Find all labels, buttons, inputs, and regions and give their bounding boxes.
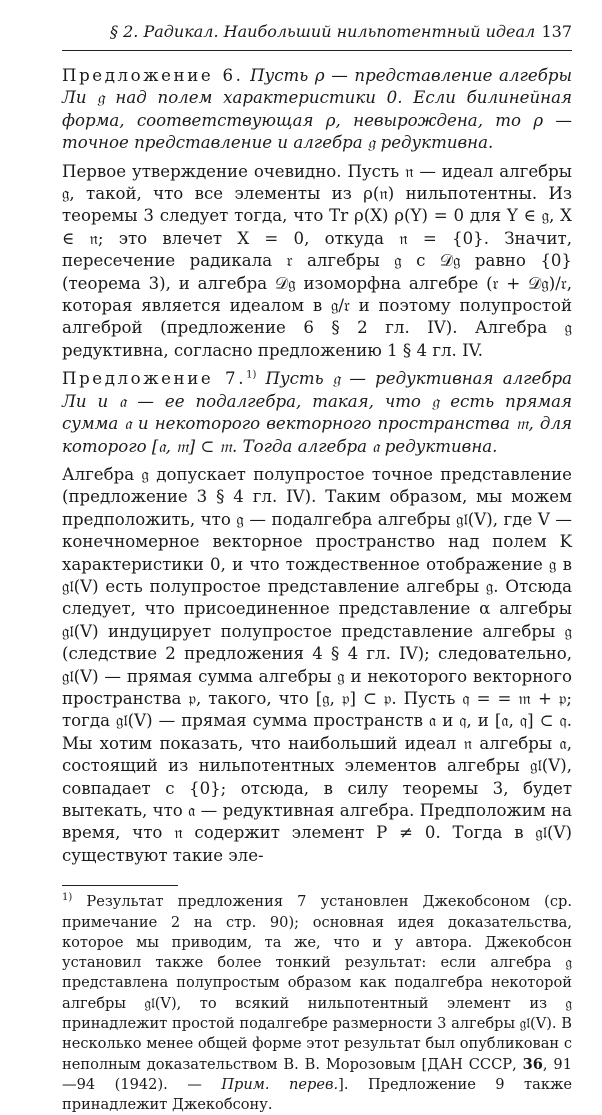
running-header <box>62 22 572 51</box>
book-page <box>62 22 572 1115</box>
footnote <box>62 892 572 1115</box>
footnote-part3: ]. Предложение 9 также принадлежит Джекобсону. <box>62 1075 573 1114</box>
footnote-ref: 1) <box>246 369 257 381</box>
translator-note: Прим. перев. <box>221 1075 339 1093</box>
footnote-rule <box>62 885 178 886</box>
proof-6: Первое утверждение очевидно. Пусть 𝔫 — идеал алгебры 𝔤, такой, что все элементы из ρ(𝔫) нильпотентны. Из теоремы 3 следует тогда, что Tr ρ(X) ρ(Y) = 0 для Y ∈ 𝔤, X ∈ 𝔫; это влечет X = 0, откуда 𝔫 = {0}. Значит, пересечение радикала 𝔯 алгебры 𝔤 с 𝒟𝔤 равно {0} (теорема 3), и алгебра 𝒟𝔤 изоморфна алгебре (𝔯 + 𝒟𝔤)/𝔯, которая является идеалом в 𝔤/𝔯 и поэтому полупростой алгеброй (предложение 6 § 2 гл. IV). Алгебра 𝔤 редуктивна, согласно предложению 1 § 4 гл. IV. <box>62 161 572 360</box>
proposition-7-label: Предложение 7. <box>62 369 247 389</box>
footnote-mark: 1) <box>62 892 73 904</box>
running-title: § 2. Радикал. Наибольший нильпотентный идеал <box>110 22 536 41</box>
proposition-6-label: Предложение 6. <box>62 66 244 85</box>
footnote-part1: Результат предложения 7 установлен Джекобсоном (ср. примечание 2 на стр. 90); основная идея доказательства, которое мы приводим, та же, что и у автора. Джекобсон установил также более тонкий результат: если алгебра 𝔤 представлена полупростым образом как подалгебра некоторой алгебры 𝔤𝔩(V), то всякий нильпотентный элемент из 𝔤 принадлежит простой подалгебре размерности 3 алгебры 𝔤𝔩(V). В несколько менее общей форме этот результат был опубликован с неполным доказательством В. В. Морозовым [ДАН СССР, <box>62 893 572 1073</box>
proposition-7 <box>62 368 572 458</box>
footnote-volume: 36 <box>522 1055 543 1073</box>
main-text <box>62 65 572 867</box>
page-number: 137 <box>541 22 572 41</box>
proposition-6 <box>62 65 572 155</box>
footnote-part2: , 91—94 (1942). — <box>62 1055 572 1093</box>
proposition-6-statement: Пусть ρ — представление алгебры Ли 𝔤 над полем характеристики 0. Если билинейная форма, соответствующая ρ, невырождена, то ρ — точное представление и алгебра 𝔤 редуктивна. <box>62 66 572 153</box>
proof-7: Алгебра 𝔤 допускает полупростое точное представление (предложение 3 § 4 гл. IV). Таким образом, мы можем предположить, что 𝔤 — подалгебра алгебры 𝔤𝔩(V), где V — конечномерное векторное пространство над полем K характеристики 0, и что тождественное отображение 𝔤 в 𝔤𝔩(V) есть полупростое представление алгебры 𝔤. Отсюда следует, что присоединенное представление α алгебры 𝔤𝔩(V) индуцирует полупростое представление алгебры 𝔤 (следствие 2 предложения 4 § 4 гл. IV); следовательно, 𝔤𝔩(V) — прямая сумма алгебры 𝔤 и некоторого векторного пространства 𝔭, такого, что [𝔤, 𝔭] ⊂ 𝔭. Пусть 𝔮 = = 𝔪 + 𝔭; тогда 𝔤𝔩(V) — прямая сумма пространств 𝔞 и 𝔮, и [𝔞, 𝔮] ⊂ 𝔮. Мы хотим показать, что наибольший идеал 𝔫 алгебры 𝔞, состоящий из нильпотентных элементов алгебры 𝔤𝔩(V), совпадает с {0}; отсюда, в силу теоремы 3, будет вытекать, что 𝔞 — редуктивная алгебра. Предположим на время, что 𝔫 содержит элемент P ≠ 0. Тогда в 𝔤𝔩(V) существуют такие эле- <box>62 464 572 865</box>
proposition-7-statement: Пусть 𝔤 — редуктивная алгебра Ли и 𝔞 — ее подалгебра, такая, что 𝔤 есть прямая сумма 𝔞 и некоторого векторного пространства 𝔪, для которого [𝔞, 𝔪] ⊂ 𝔪. Тогда алгебра 𝔞 редуктивна. <box>62 369 573 456</box>
